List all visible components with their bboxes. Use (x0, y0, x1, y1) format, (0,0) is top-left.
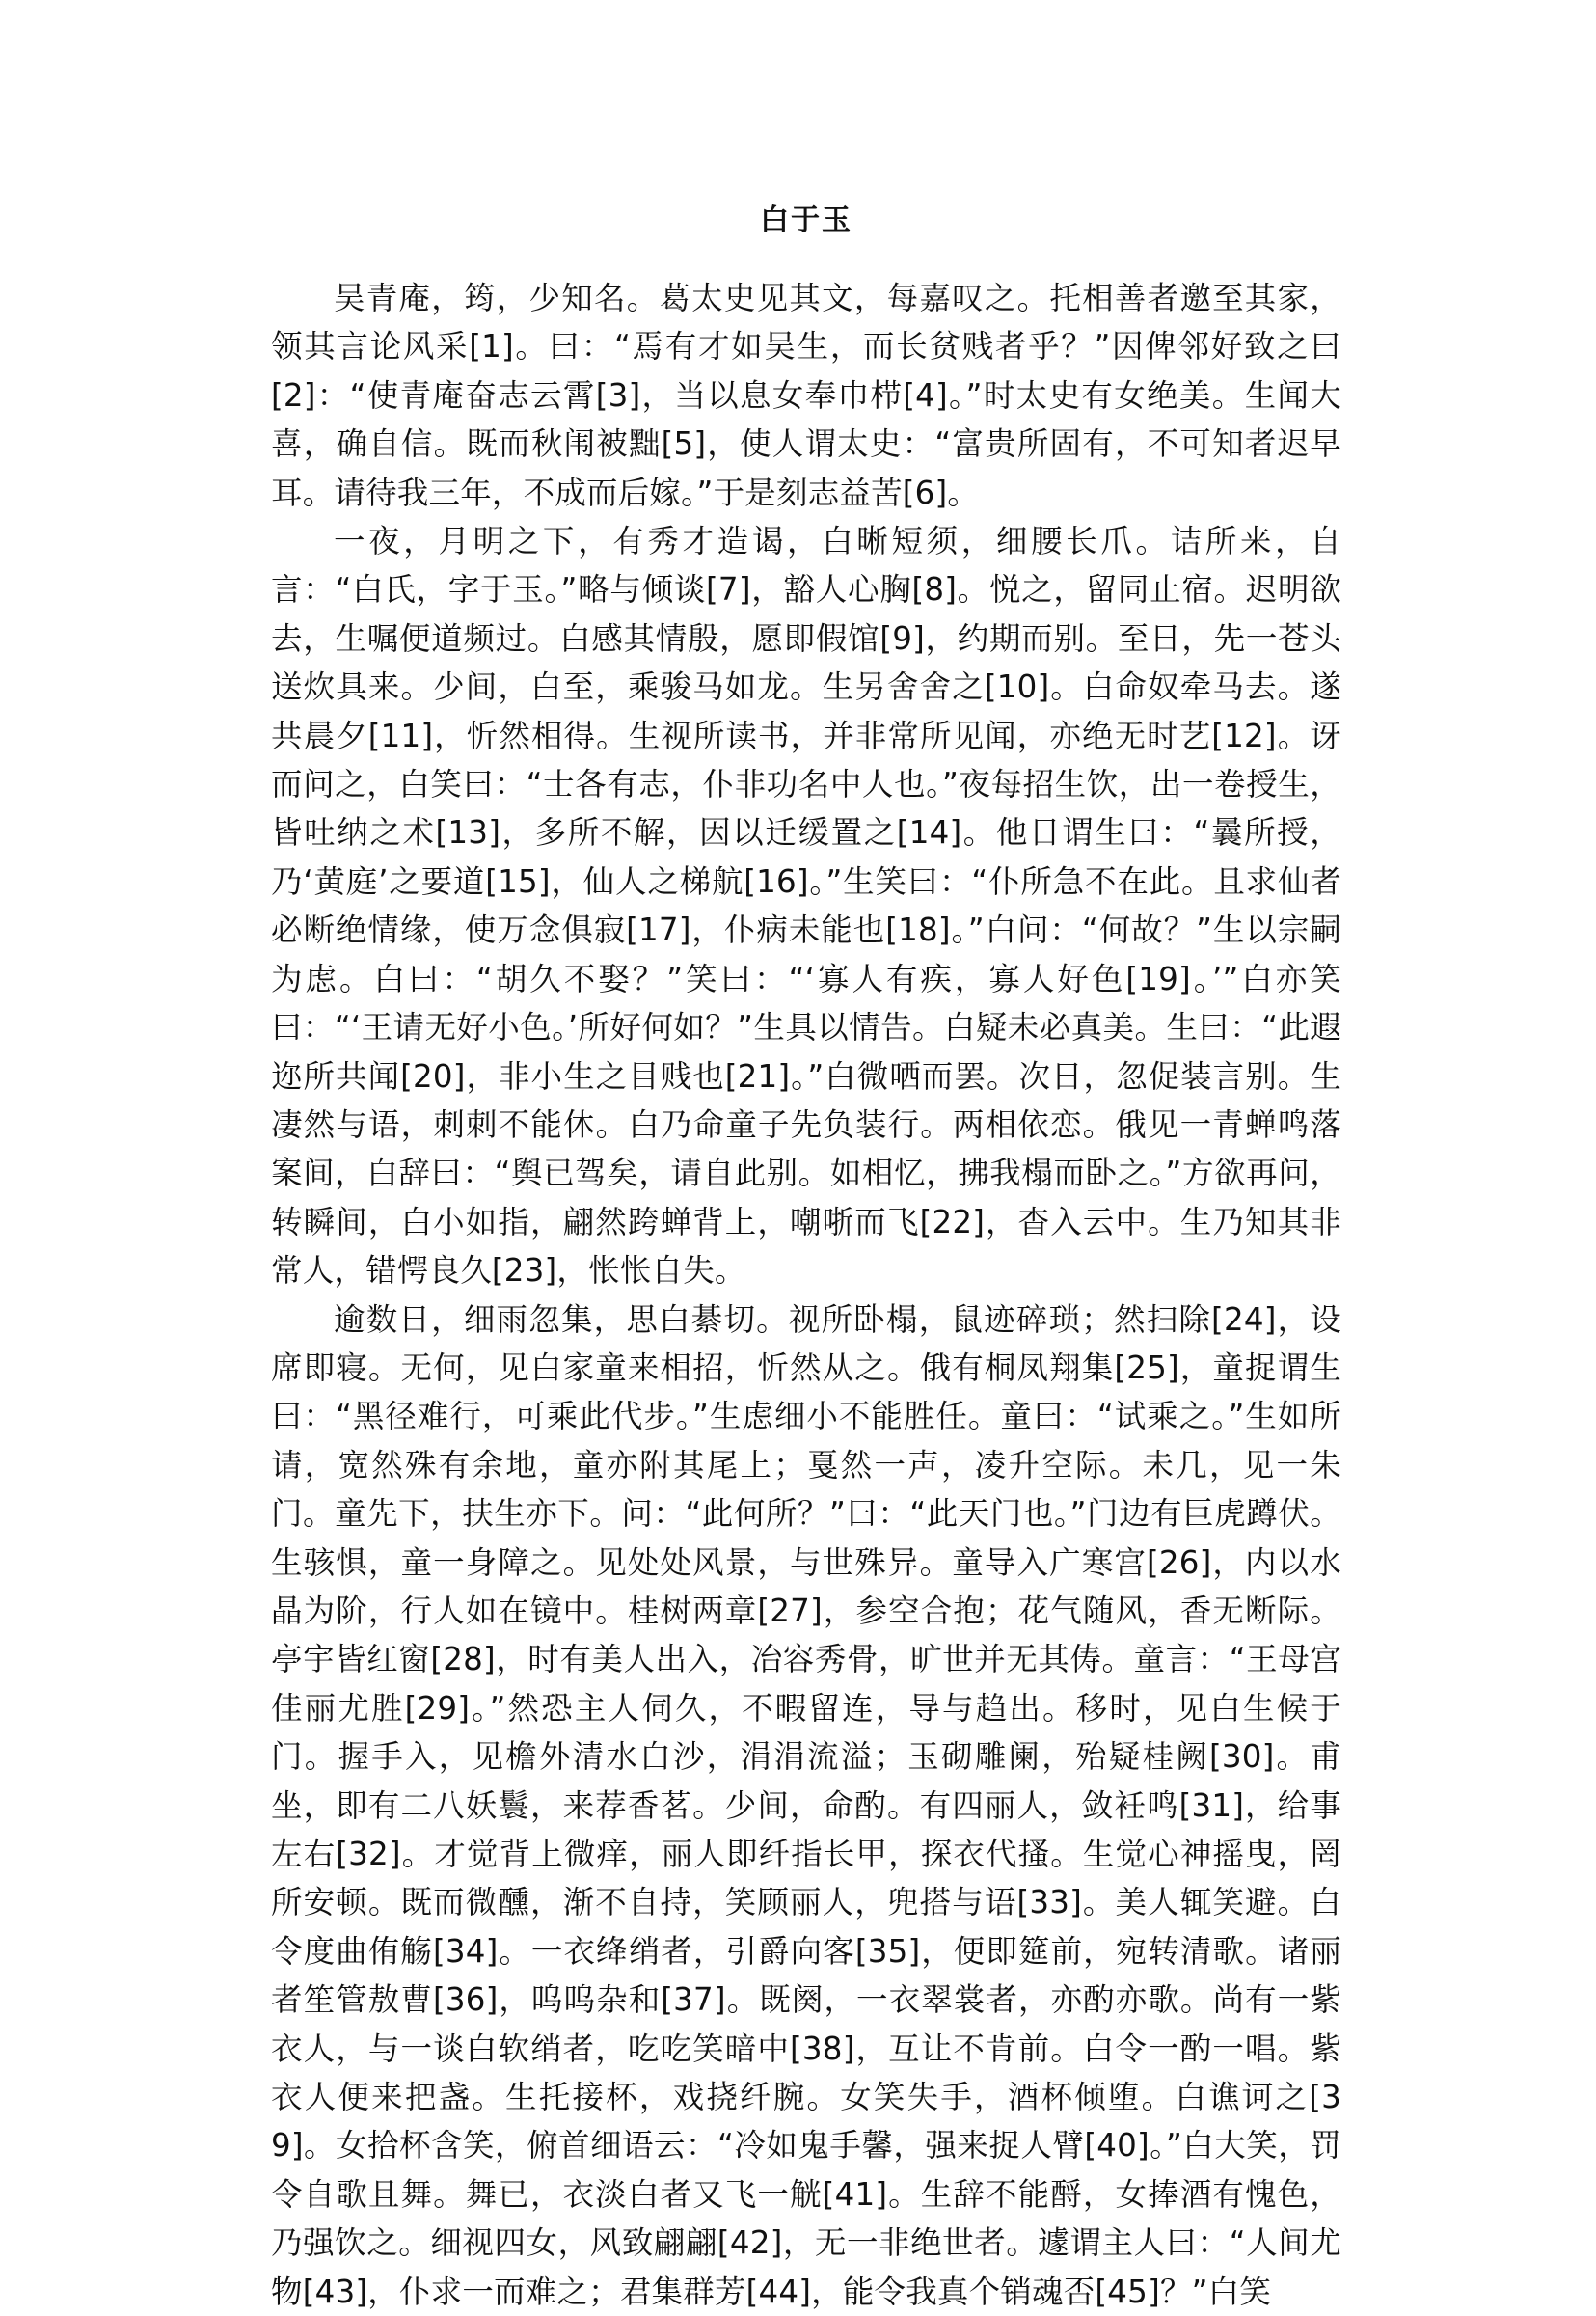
document-body (271, 274, 1341, 2316)
document-title: 白于玉 (760, 204, 852, 237)
paragraph-1: 吴青庵，筠，少知名。葛太史见其文，每嘉叹之。托相善者邀至其家，领其言论风采[1]。曰：“焉有才如吴生，而长贫贱者乎？”因俾邻好致之曰[2]：“使青庵奋志云霄[3]，当以息女奉巾栉[4]。”时太史有女绝美。生闻大喜，确自信。既而秋闱被黜[5]，使人谓太史：“富贵所固有，不可知者迟早耳。请待我三年，不成而后嫁。”于是刻志益苦[6]。 (271, 280, 1341, 511)
paragraph-2: 一夜，月明之下，有秀才造谒，白晰短须，细腰长爪。诘所来，自言：“白氏，字于玉。”略与倾谈[7]，豁人心胸[8]。悦之，留同止宿。迟明欲去，生嘱便道频过。白感其情殷，愿即假馆[9]，约期而别。至日，先一苍头送炊具来。少间，白至，乘骏马如龙。生另舍舍之[10]。白命奴牵马去。遂共晨夕[11]，忻然相得。生视所读书，并非常所见闻，亦绝无时艺[12]。讶而问之，白笑曰：“士各有志，仆非功名中人也。”夜每招生饮，出一卷授生，皆吐纳之术[13]，多所不解，因以迁缓置之[14]。他日谓生曰：“曩所授，乃‘黄庭’之要道[15]，仙人之梯航[16]。”生笑曰：“仆所急不在此。且求仙者必断绝情缘，使万念俱寂[17]，仆病未能也[18]。”白问：“何故？”生以宗嗣为虑。白曰：“胡久不娶？”笑曰：“‘寡人有疾，寡人好色[19]。’”白亦笑曰：“‘王请无好小色。’所好何如？”生具以情告。白疑未必真美。生曰：“此遐迩所共闻[20]，非小生之目贱也[21]。”白微哂而罢。次日，忽促装言别。生凄然与语，刺刺不能休。白乃命童子先负装行。两相依恋。俄见一青蝉鸣落案间，白辞曰：“舆已驾矣，请自此别。如相忆，拂我榻而卧之。”方欲再问，转瞬间，白小如指，翩然跨蝉背上，嘲哳而飞[22]，杳入云中。生乃知其非常人，错愕良久[23]，怅怅自失。 (271, 523, 1341, 1290)
paragraph-3: 逾数日，细雨忽集，思白綦切。视所卧榻，鼠迹碎琐；然扫除[24]，设席即寝。无何，见白家童来相招，忻然从之。俄有桐凤翔集[25]，童捉谓生曰：“黑径难行，可乘此代步。”生虑细小不能胜任。童曰：“试乘之。”生如所请，宽然殊有余地，童亦附其尾上；戛然一声，凌升空际。未几，见一朱门。童先下，扶生亦下。问：“此何所？”曰：“此天门也。”门边有巨虎蹲伏。生骇惧，童一身障之。见处处风景，与世殊异。童导入广寒宫[26]，内以水晶为阶，行人如在镜中。桂树两章[27]，参空合抱；花气随风，香无断际。亭宇皆红窗[28]，时有美人出入，冶容秀骨，旷世并无其俦。童言：“王母宫佳丽尤胜[29]。”然恐主人伺久，不暇留连，导与趋出。移时，见白生候于门。握手入，见檐外清水白沙，涓涓流溢；玉砌雕阑，殆疑桂阙[30]。甫坐，即有二八妖鬟，来荐香茗。少间，命酌。有四丽人，敛衽鸣[31]，给事左右[32]。才觉背上微痒，丽人即纤指长甲，探衣代搔。生觉心神摇曳，罔所安顿。既而微醺，渐不自持，笑顾丽人，兜搭与语[33]。美人辄笑避。白令度曲侑觞[34]。一衣绛绡者，引爵向客[35]，便即筵前，宛转清歌。诸丽者笙管敖曹[36]，呜呜杂和[37]。既阕，一衣翠裳者，亦酌亦歌。尚有一紫衣人，与一谈白软绡者，吃吃笑暗中[38]，互让不肯前。白令一酌一唱。紫衣人便来把盏。生托接杯，戏挠纤腕。女笑失手，酒杯倾堕。白谯诃之[39]。女拾杯含笑，俯首细语云：“冷如鬼手馨，强来捉人臂[40]。”白大笑，罚令自歌且舞。舞已，衣淡白者又飞一觥[41]。生辞不能酹，女捧酒有愧色，乃强饮之。细视四女，风致翩翩[42]，无一非绝世者。遽谓主人曰：“人间尤物[43]，仆求一而难之；君集群芳[44]，能令我真个销魂否[45]？”白笑 (271, 1300, 1341, 2310)
